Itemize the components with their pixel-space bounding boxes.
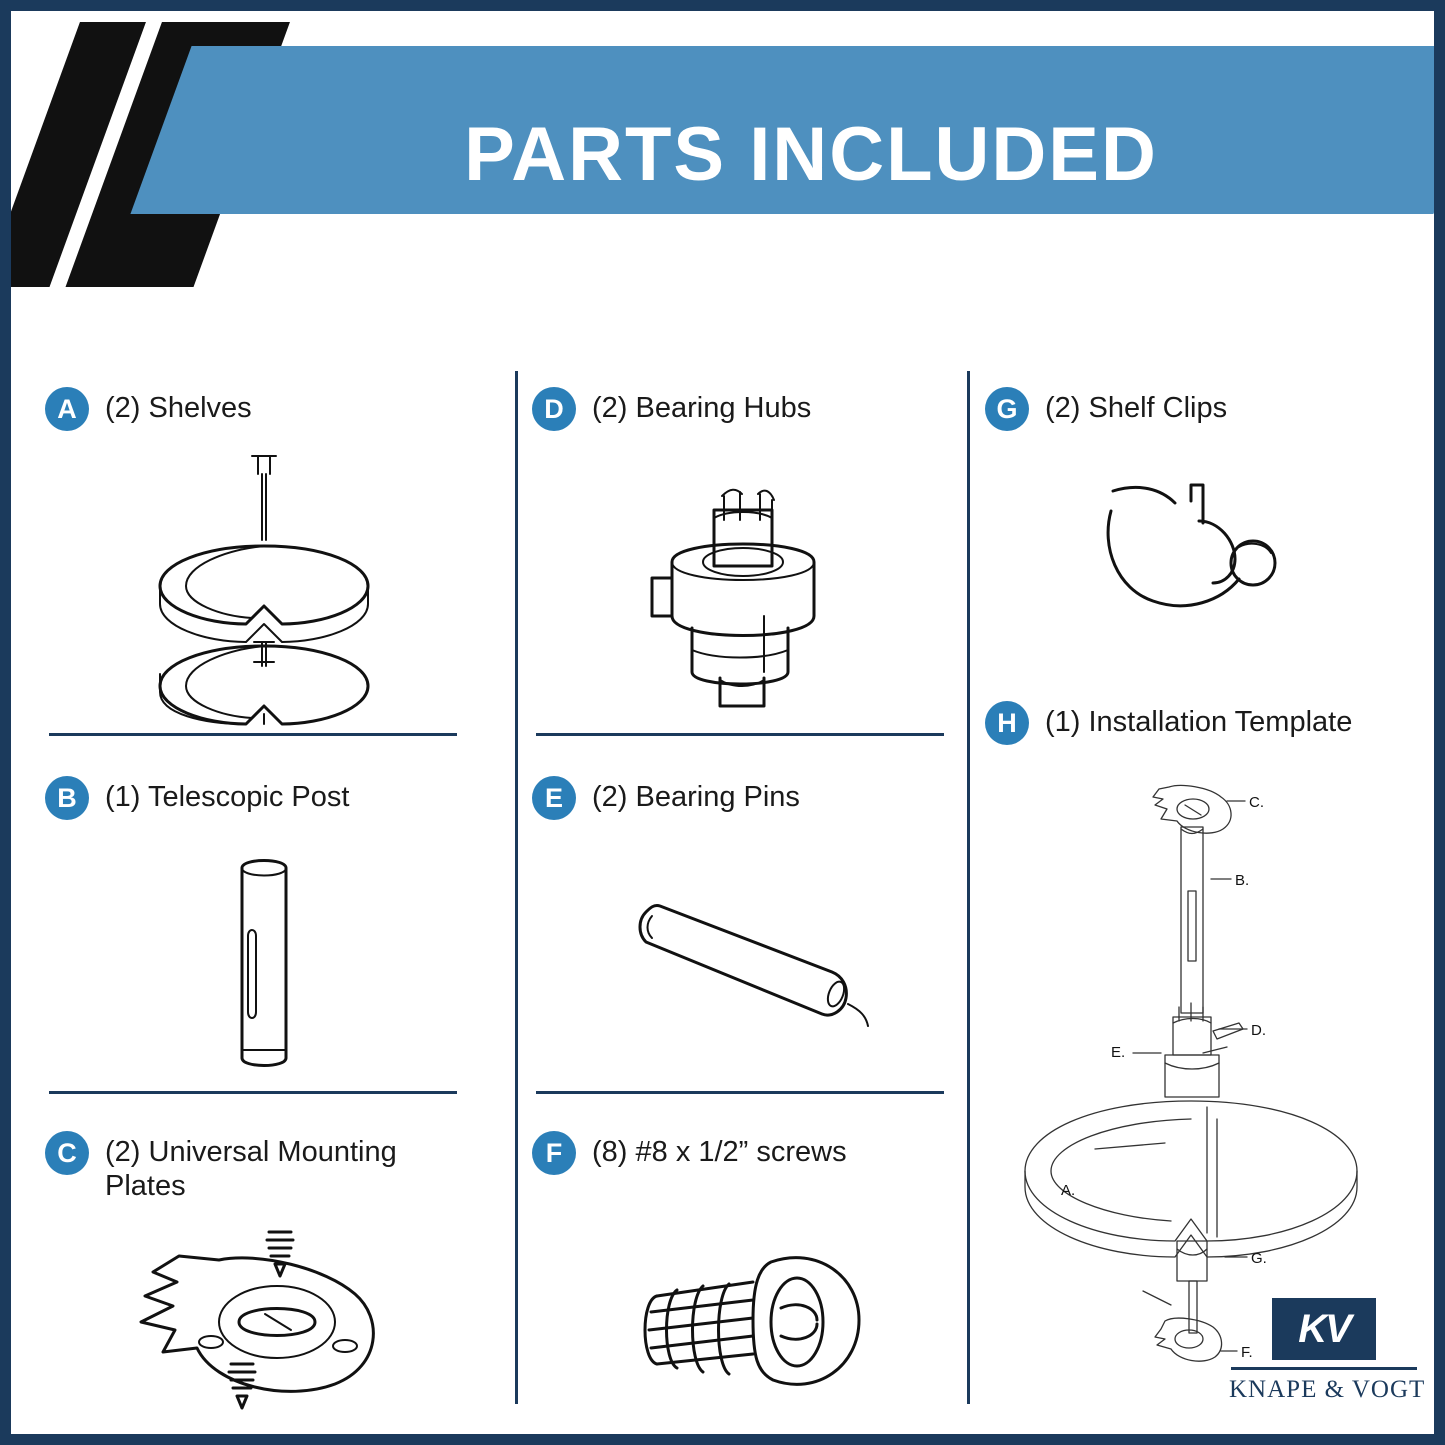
svg-text:F.: F.: [1241, 1344, 1253, 1361]
universal-mounting-plate-icon: [45, 1221, 483, 1421]
two-tier-lazy-susan-shelves-icon: [45, 446, 483, 736]
part-item-d: [532, 387, 970, 431]
svg-text:D.: D.: [1251, 1022, 1266, 1039]
part-item-b: [45, 776, 483, 820]
installation-template-icon: [985, 761, 1425, 1381]
column-3: [985, 361, 1425, 1414]
part-label-b: (1) Telescopic Post: [105, 781, 350, 813]
part-item-f: [532, 1131, 970, 1175]
part-item-g: [985, 387, 1425, 431]
divider-d-e: [536, 733, 944, 736]
page-title: PARTS INCLUDED: [464, 112, 1158, 197]
bearing-pin-icon: [532, 861, 970, 1061]
part-label-c: (2) Universal Mounting Plates: [105, 1136, 397, 1203]
part-label-e: (2) Bearing Pins: [592, 781, 800, 813]
part-badge-g: G: [985, 387, 1029, 431]
part-badge-a: A: [45, 387, 89, 431]
telescopic-post-icon: [45, 841, 483, 1081]
part-item-a: [45, 387, 483, 431]
part-badge-c: C: [45, 1131, 89, 1175]
part-item-c: [45, 1131, 483, 1203]
svg-text:A.: A.: [1061, 1182, 1076, 1199]
brand-logo: [1229, 1298, 1426, 1404]
column-divider-1: [515, 371, 518, 1404]
logo-divider: [1231, 1367, 1417, 1370]
svg-text:G.: G.: [1251, 1250, 1267, 1267]
screw-icon: [532, 1211, 970, 1431]
bearing-hub-icon: [532, 456, 970, 726]
brand-name: KNAPE & VOGT: [1229, 1376, 1426, 1403]
divider-e-f: [536, 1091, 944, 1094]
svg-text:B.: B.: [1235, 872, 1250, 889]
column-2: [532, 361, 970, 1414]
part-label-f: (8) #8 x 1/2” screws: [592, 1136, 847, 1168]
part-label-a: (2) Shelves: [105, 392, 252, 424]
header-banner: [11, 22, 1434, 287]
part-label-g: (2) Shelf Clips: [1045, 392, 1228, 424]
part-item-e: [532, 776, 970, 820]
shelf-clip-icon: [985, 461, 1425, 651]
part-badge-d: D: [532, 387, 576, 431]
divider-a-b: [49, 733, 457, 736]
kv-logo-mark: [1272, 1298, 1376, 1360]
kv-logo-text: KV: [1298, 1306, 1350, 1351]
part-label-d: (2) Bearing Hubs: [592, 392, 812, 424]
column-1: [45, 361, 483, 1414]
part-badge-b: B: [45, 776, 89, 820]
svg-text:C.: C.: [1249, 794, 1264, 811]
part-badge-h: H: [985, 701, 1029, 745]
svg-text:E.: E.: [1111, 1044, 1126, 1061]
divider-b-c: [49, 1091, 457, 1094]
part-item-h: [985, 701, 1425, 745]
part-badge-e: E: [532, 776, 576, 820]
part-badge-f: F: [532, 1131, 576, 1175]
part-label-h: (1) Installation Template: [1045, 706, 1353, 738]
parts-grid: [45, 361, 1426, 1414]
